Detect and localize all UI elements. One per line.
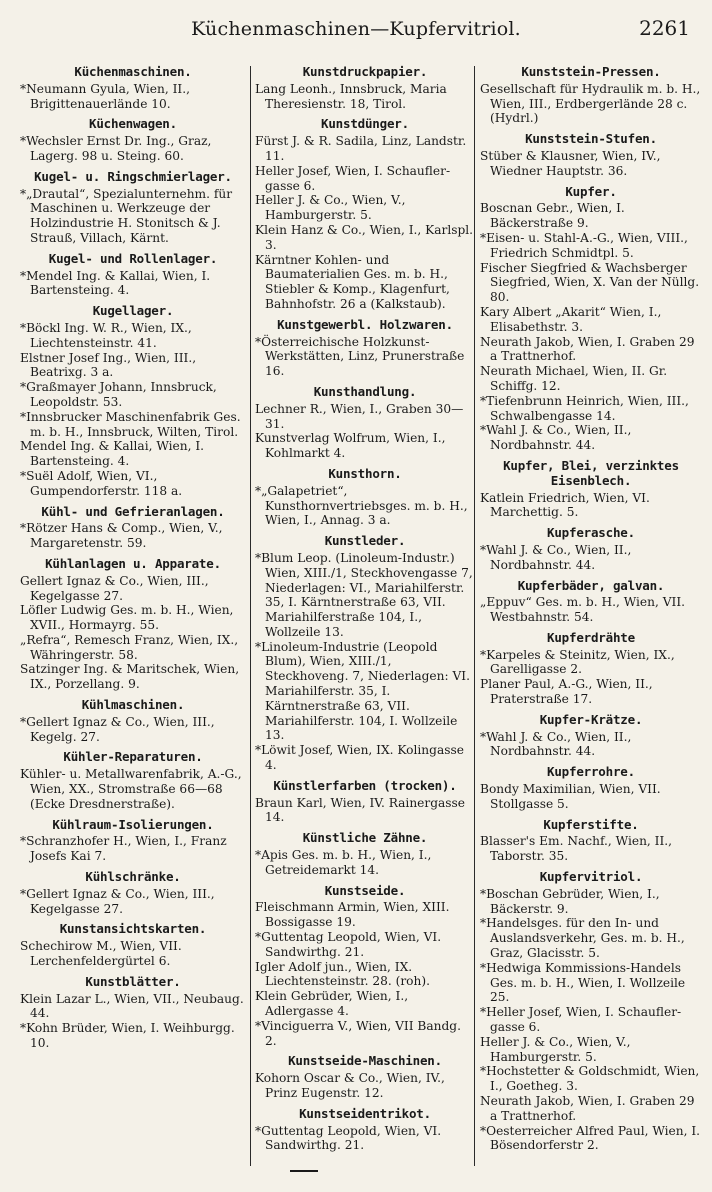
directory-entry: *Schranzhofer H., Wien, I., Franz Josefs Kai 7. xyxy=(20,834,227,864)
directory-entry: Löfler Ludwig Ges. m. b. H., Wien, XVII., Hormayrg. 55. xyxy=(20,603,234,633)
section-heading: Kunstseide. xyxy=(324,882,406,898)
directory-entry: *Apis Ges. m. b. H., Wien, I., Getreidemarkt 14. xyxy=(255,848,432,877)
directory-section xyxy=(480,579,702,625)
directory-section xyxy=(20,170,246,246)
column-3 xyxy=(480,62,702,1159)
directory-section xyxy=(480,459,702,520)
directory-entry: *Blum Leop. (Linoleum-Industr.) Wien, XIII./1, Steckhovengasse 7, Niederlagen: VI., Mariahilferstr. 35, I. Kärntnerstraße 63, VII. Mariahilferstraße 104, I., Wollzeile 13. xyxy=(255,550,473,639)
directory-entry: *Neumann Gyula, Wien, II., Brigittenauerlände 10. xyxy=(20,81,190,111)
page-number: 2261 xyxy=(639,16,690,40)
directory-section xyxy=(20,304,246,498)
directory-entry: *„Drautal“, Spezialunternehm. für Maschinen u. Werkzeuge der Holzindustrie H. Stonitsch & J. Strauß, Villach, Kärnt. xyxy=(20,186,233,245)
directory-section xyxy=(255,831,475,877)
directory-entry: Igler Adolf jun., Wien, IX. Liechtensteinstr. 28. (roh). xyxy=(255,959,430,989)
directory-entry: *Guttentag Leopold, Wien, VI. Sandwirthg. 21. xyxy=(255,1123,442,1153)
directory-section xyxy=(255,318,475,379)
directory-section xyxy=(20,505,246,551)
directory-section xyxy=(255,534,475,773)
directory-entry: Schechirow M., Wien, VII. Lerchenfeldergürtel 6. xyxy=(20,939,182,969)
directory-entry: Gesellschaft für Hydraulik m. b. H., Wien, III., Erdbergerlände 28 c. (Hydrl.) xyxy=(480,81,701,126)
directory-entry: Fürst J. & R. Sadila, Linz, Landstr. 11. xyxy=(255,134,467,163)
directory-entry: *Hochstetter & Goldschmidt, Wien, I., Goetheg. 3. xyxy=(480,1064,700,1094)
directory-entry: Klein Gebrüder, Wien, I., Adlergasse 4. xyxy=(255,989,409,1019)
directory-entry: Blasser's Em. Nachf., Wien, II., Taborstr. 35. xyxy=(480,834,673,864)
section-heading: Kühl- und Gefrieranlagen. xyxy=(41,503,225,519)
section-heading: Küchenwagen. xyxy=(89,116,177,132)
directory-section xyxy=(20,557,246,692)
section-heading: Kunstdruckpapier. xyxy=(302,64,428,79)
directory-section xyxy=(20,117,246,163)
directory-entry: Kary Albert „Akarit“ Wien, I., Elisabethstr. 3. xyxy=(480,304,662,334)
directory-entry: *Linoleum-Industrie (Leopold Blum), Wien, XIII./1, Steckhoveng. 7, Niederlagen: VI. Mariahilferstr. 35, I. Kärntnerstraße 63, VII. Mariahilferstr. 104, I. Wollzeile 13. xyxy=(255,639,470,743)
directory-section xyxy=(480,631,702,707)
directory-entry: *Mendel Ing. & Kallai, Wien, I. Bartensteing. 4. xyxy=(20,268,211,298)
section-heading: Kunstseide-Maschinen. xyxy=(288,1053,442,1069)
directory-section xyxy=(480,713,702,759)
directory-entry: *„Galapetriet“, Kunsthornvertriebsges. m. b. H., Wien, I., Annag. 3 a. xyxy=(255,483,468,528)
section-heading: Kühlschränke. xyxy=(85,869,181,885)
section-heading: Kugellager. xyxy=(92,303,174,319)
directory-section xyxy=(20,922,246,968)
directory-section xyxy=(255,1054,475,1100)
section-heading: Kunsthorn. xyxy=(328,465,402,481)
footer-rule xyxy=(290,1170,318,1172)
directory-section xyxy=(480,818,702,864)
directory-entry: Lechner R., Wien, I., Graben 30—31. xyxy=(255,401,464,431)
section-heading: Kugel- und Rollenlager. xyxy=(48,250,218,266)
column-1 xyxy=(20,62,246,1057)
section-heading: Kunstdünger. xyxy=(321,116,409,132)
directory-entry: *Karpeles & Steinitz, Wien, IX., Garelligasse 2. xyxy=(480,647,675,677)
section-heading: Kunstseidentrikot. xyxy=(299,1105,431,1121)
directory-entry: Neurath Jakob, Wien, I. Graben 29 a Trattnerhof. xyxy=(480,1094,695,1123)
directory-section xyxy=(480,185,702,453)
directory-entry: Heller Josef, Wien, I. Schaufler-gasse 6. xyxy=(255,163,451,193)
directory-entry: Neurath Michael, Wien, II. Gr. Schiffg. 12. xyxy=(480,364,668,393)
section-heading: Kühlmaschinen. xyxy=(81,697,185,713)
section-heading: Kupfer. xyxy=(565,183,617,199)
column-divider xyxy=(250,66,251,1166)
section-heading: Kunsthandlung. xyxy=(313,383,417,399)
directory-entry: *Graßmayer Johann, Innsbruck, Leopoldstr. 53. xyxy=(20,380,217,409)
section-heading: Kühlraum-Isolierungen. xyxy=(52,816,214,832)
directory-entry: *Gellert Ignaz & Co., Wien, III., Kegelg. 27. xyxy=(20,714,215,744)
section-heading: Kupfer, Blei, verzinktes Eisenblech. xyxy=(503,457,679,488)
directory-entry: Lang Leonh., Innsbruck, Maria Theresienstr. 18, Tirol. xyxy=(255,81,447,111)
directory-section xyxy=(20,818,246,864)
directory-section xyxy=(20,698,246,744)
directory-section xyxy=(255,779,475,825)
directory-entry: „Refra“, Remesch Franz, Wien, IX., Währingerstr. 58. xyxy=(20,632,239,662)
directory-entry: *Handelsges. für den In- und Auslandsverkehr, Ges. m. b. H., Graz, Glacisstr. 5. xyxy=(480,916,685,961)
directory-entry: *Kohn Brüder, Wien, I. Weihburgg. 10. xyxy=(20,1021,235,1051)
directory-entry: Fleischmann Armin, Wien, XIII. Bossigasse 19. xyxy=(255,900,450,930)
section-heading: Kupferasche. xyxy=(547,525,635,541)
directory-entry: *Guttentag Leopold, Wien, VI. Sandwirthg. 21. xyxy=(255,930,442,959)
directory-section xyxy=(255,117,475,311)
section-heading: Künstliche Zähne. xyxy=(302,830,428,846)
directory-entry: Kunstverlag Wolfrum, Wien, I., Kohlmarkt 4. xyxy=(255,431,446,461)
directory-section xyxy=(20,870,246,916)
directory-section xyxy=(480,65,702,126)
directory-entry: *Löwit Josef, Wien, IX. Kolingasse 4. xyxy=(255,743,464,773)
directory-entry: *Wechsler Ernst Dr. Ing., Graz, Lagerg. 98 u. Steing. 60. xyxy=(20,134,212,163)
page-header xyxy=(0,14,712,44)
section-heading: Kunstgewerbl. Holzwaren. xyxy=(277,316,453,332)
directory-entry: *Rötzer Hans & Comp., Wien, V., Margaretenstr. 59. xyxy=(20,521,223,551)
directory-entry: Planer Paul, A.-G., Wien, II., Praterstraße 17. xyxy=(480,677,653,707)
directory-entry: Katlein Friedrich, Wien, VI. Marchettig. 5. xyxy=(480,490,650,520)
section-heading: Kupfer-Krätze. xyxy=(539,711,643,727)
directory-section xyxy=(20,750,246,811)
directory-entry: Bondy Maximilian, Wien, VII. Stollgasse 5. xyxy=(480,782,661,811)
section-heading: Künstlerfarben (trocken). xyxy=(273,777,457,793)
directory-entry: *Hedwiga Kommissions-Handels Ges. m. b. H., Wien, I. Wollzeile 25. xyxy=(480,960,686,1005)
section-heading: Kühlanlagen u. Apparate. xyxy=(45,555,221,571)
directory-entry: *Innsbrucker Maschinenfabrik Ges. m. b. H., Innsbruck, Wilten, Tirol. xyxy=(20,409,241,439)
directory-entry: Heller J. & Co., Wien, V., Hamburgerstr. 5. xyxy=(480,1034,631,1064)
directory-section xyxy=(480,765,702,811)
directory-section xyxy=(255,65,475,111)
directory-entry: Fischer Siegfried & Wachsberger Siegfried, Wien, X. Van der Nüllg. 80. xyxy=(480,260,700,305)
directory-entry: Mendel Ing. & Kallai, Wien, I. Bartensteing. 4. xyxy=(20,439,205,469)
section-heading: Kunststein-Pressen. xyxy=(521,64,661,79)
directory-section xyxy=(255,1107,475,1153)
section-heading: Kunstansichtskarten. xyxy=(59,921,207,937)
directory-entry: *Boschan Gebrüder, Wien, I., Bäckerstr. 9. xyxy=(480,886,660,916)
section-heading: Kupferstifte. xyxy=(543,816,639,832)
directory-section xyxy=(20,65,246,111)
section-heading: Küchenmaschinen. xyxy=(74,64,192,79)
directory-section xyxy=(480,526,702,572)
directory-entry: *Böckl Ing. W. R., Wien, IX., Liechtensteinstr. 41. xyxy=(20,320,192,350)
directory-entry: Kohorn Oscar & Co., Wien, IV., Prinz Eugenstr. 12. xyxy=(255,1071,445,1100)
section-heading: Kunststein-Stufen. xyxy=(525,131,657,147)
page-title: Küchenmaschinen—Kupfervitriol. xyxy=(191,18,521,40)
directory-entry: Elstner Josef Ing., Wien, III., Beatrixg. 3 a. xyxy=(20,350,197,380)
directory-entry: *Wahl J. & Co., Wien, II., Nordbahnstr. 44. xyxy=(480,729,632,759)
directory-section xyxy=(20,975,246,1051)
section-heading: Kunstleder. xyxy=(324,533,406,549)
directory-section xyxy=(480,132,702,178)
directory-entry: *Wahl J. & Co., Wien, II., Nordbahnstr. 44. xyxy=(480,423,632,453)
directory-entry: Heller J. & Co., Wien, V., Hamburgerstr. 5. xyxy=(255,193,406,223)
directory-entry: *Österreichische Holzkunst-Werkstätten, Linz, Prunerstraße 16. xyxy=(255,334,465,379)
directory-entry: Klein Lazar L., Wien, VII., Neubaug. 44. xyxy=(20,991,244,1021)
directory-entry: *Eisen- u. Stahl-A.-G., Wien, VIII., Friedrich Schmidtpl. 5. xyxy=(480,230,688,260)
directory-section xyxy=(255,467,475,528)
directory-entry: *Tiefenbrunn Heinrich, Wien, III., Schwalbengasse 14. xyxy=(480,393,689,423)
section-heading: Kupferdrähte xyxy=(547,629,635,645)
column-2 xyxy=(255,62,475,1159)
section-heading: Kupfervitriol. xyxy=(539,869,643,885)
directory-entry: Klein Hanz & Co., Wien, I., Karlspl. 3. xyxy=(255,222,474,252)
directory-entry: „Eppuv“ Ges. m. b. H., Wien, VII. Westbahnstr. 54. xyxy=(480,595,686,625)
directory-entry: Satzinger Ing. & Maritschek, Wien, IX., Porzellang. 9. xyxy=(20,662,240,692)
directory-entry: Kärntner Kohlen- und Baumaterialien Ges. m. b. H., Stiebler & Komp., Klagenfurt, Bahnhofstr. 26 a (Kalkstaub). xyxy=(255,252,450,311)
directory-entry: Neurath Jakob, Wien, I. Graben 29 a Trattnerhof. xyxy=(480,334,695,364)
section-heading: Kupferbäder, galvan. xyxy=(517,577,665,593)
directory-entry: Gellert Ignaz & Co., Wien, III., Kegelgasse 27. xyxy=(20,573,209,603)
section-heading: Kühler-Reparaturen. xyxy=(63,749,203,765)
section-heading: Kunstblätter. xyxy=(85,973,181,989)
directory-entry: Kühler- u. Metallwarenfabrik, A.-G., Wien, XX., Stromstraße 66—68 (Ecke Dresdnerstraße). xyxy=(20,767,242,811)
directory-section xyxy=(20,252,246,298)
directory-section xyxy=(255,385,475,461)
directory-entry: *Suël Adolf, Wien, VI., Gumpendorferstr. 118 a. xyxy=(20,468,183,498)
section-heading: Kugel- u. Ringschmierlager. xyxy=(34,168,232,184)
directory-section xyxy=(255,884,475,1049)
directory-section xyxy=(480,870,702,1153)
directory-entry: *Heller Josef, Wien, I. Schaufler-gasse 6. xyxy=(480,1005,682,1035)
directory-entry: Stüber & Klausner, Wien, IV., Wiedner Hauptstr. 36. xyxy=(480,148,661,178)
directory-entry: Braun Karl, Wien, IV. Rainergasse 14. xyxy=(255,795,466,825)
directory-entry: *Wahl J. & Co., Wien, II., Nordbahnstr. 44. xyxy=(480,542,632,572)
directory-entry: Boscnan Gebr., Wien, I. Bäckerstraße 9. xyxy=(480,201,625,231)
directory-entry: *Gellert Ignaz & Co., Wien, III., Kegelgasse 27. xyxy=(20,886,215,916)
section-heading: Kupferrohre. xyxy=(547,764,635,780)
directory-entry: *Oesterreicher Alfred Paul, Wien, I. Bösendorferstr 2. xyxy=(480,1123,701,1153)
directory-entry: *Vinciguerra V., Wien, VII Bandg. 2. xyxy=(255,1018,461,1048)
